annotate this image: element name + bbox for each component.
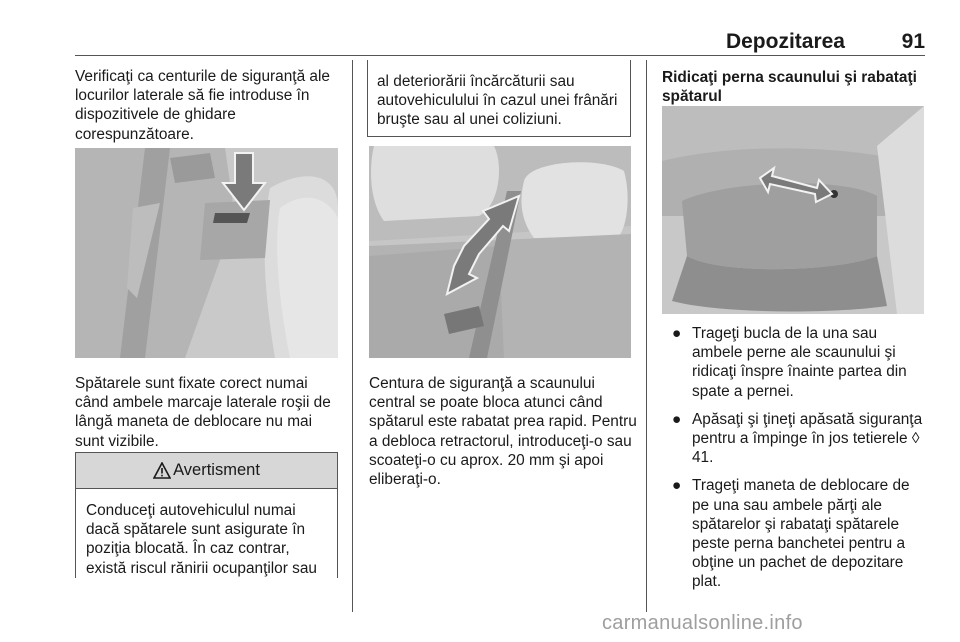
warning-title: Avertisment bbox=[173, 461, 260, 479]
list-item bbox=[662, 324, 927, 401]
list-item bbox=[662, 476, 927, 591]
column-divider-1 bbox=[352, 60, 353, 612]
bullet-icon: ● bbox=[672, 477, 682, 495]
warning-box bbox=[75, 452, 338, 578]
page-number: 91 bbox=[901, 30, 925, 53]
column-divider-2 bbox=[646, 60, 647, 612]
seat-cushion-illustration bbox=[662, 106, 924, 314]
list-item bbox=[662, 410, 927, 468]
seatbelt-guide-illustration bbox=[75, 148, 338, 358]
list-item-text: Apăsaţi şi ţineţi apăsată siguranţa pentru a împinge în jos tetierele ◊ 41. bbox=[692, 410, 923, 467]
intro-paragraph: Verificaţi ca centurile de siguranţă ale locurilor laterale să fie introduse în dispozitivele de ghidare corespunzătoare. bbox=[75, 68, 330, 143]
center-seatbelt-illustration bbox=[369, 146, 631, 358]
warning-header bbox=[76, 453, 337, 489]
warning-continuation: al deteriorării încărcăturii sau autovehiculului în cazul unei frânări bruşte sau al unei coliziuni. bbox=[367, 60, 631, 137]
bullet-icon: ● bbox=[672, 325, 682, 342]
list-item-text: Trageţi bucla de la una sau ambele perne ale scaunului şi ridicaţi înspre înainte partea din spate a pernei. bbox=[692, 325, 907, 400]
section-heading: Ridicaţi perna scaunului şi rabataţi spătarul bbox=[662, 69, 917, 106]
section-title: Depozitarea bbox=[725, 30, 845, 53]
watermark: carmanualsonline.info bbox=[602, 612, 803, 634]
center-belt-paragraph: Centura de siguranţă a scaunului central se poate bloca atunci când spătarul este rabatat prea rapid. Pentru a debloca retractorul, introduceţi-o sau scoateţi-o cu aprox. 20 mm şi apoi eliberaţi-o. bbox=[369, 375, 637, 489]
warning-text: Conduceţi autovehiculul numai dacă spătarele sunt asigurate în poziţia blocată. În caz contrar, există riscul rănirii ocupanţilor sau bbox=[86, 502, 317, 577]
list-item-text: Trageţi maneta de deblocare de pe una sau ambele părţi ale spătarelor şi rabataţi spătarele peste perna banchetei pentru a obţine un pachet de depozitare plat. bbox=[692, 477, 910, 591]
warning-triangle-icon bbox=[153, 462, 171, 479]
instruction-list bbox=[662, 324, 927, 601]
page-header bbox=[75, 28, 925, 56]
bullet-icon: ● bbox=[672, 410, 682, 428]
seatback-lock-paragraph: Spătarele sunt fixate corect numai când ambele marcaje laterale roşii de lângă maneta de deblocare nu mai sunt vizibile. bbox=[75, 375, 331, 450]
